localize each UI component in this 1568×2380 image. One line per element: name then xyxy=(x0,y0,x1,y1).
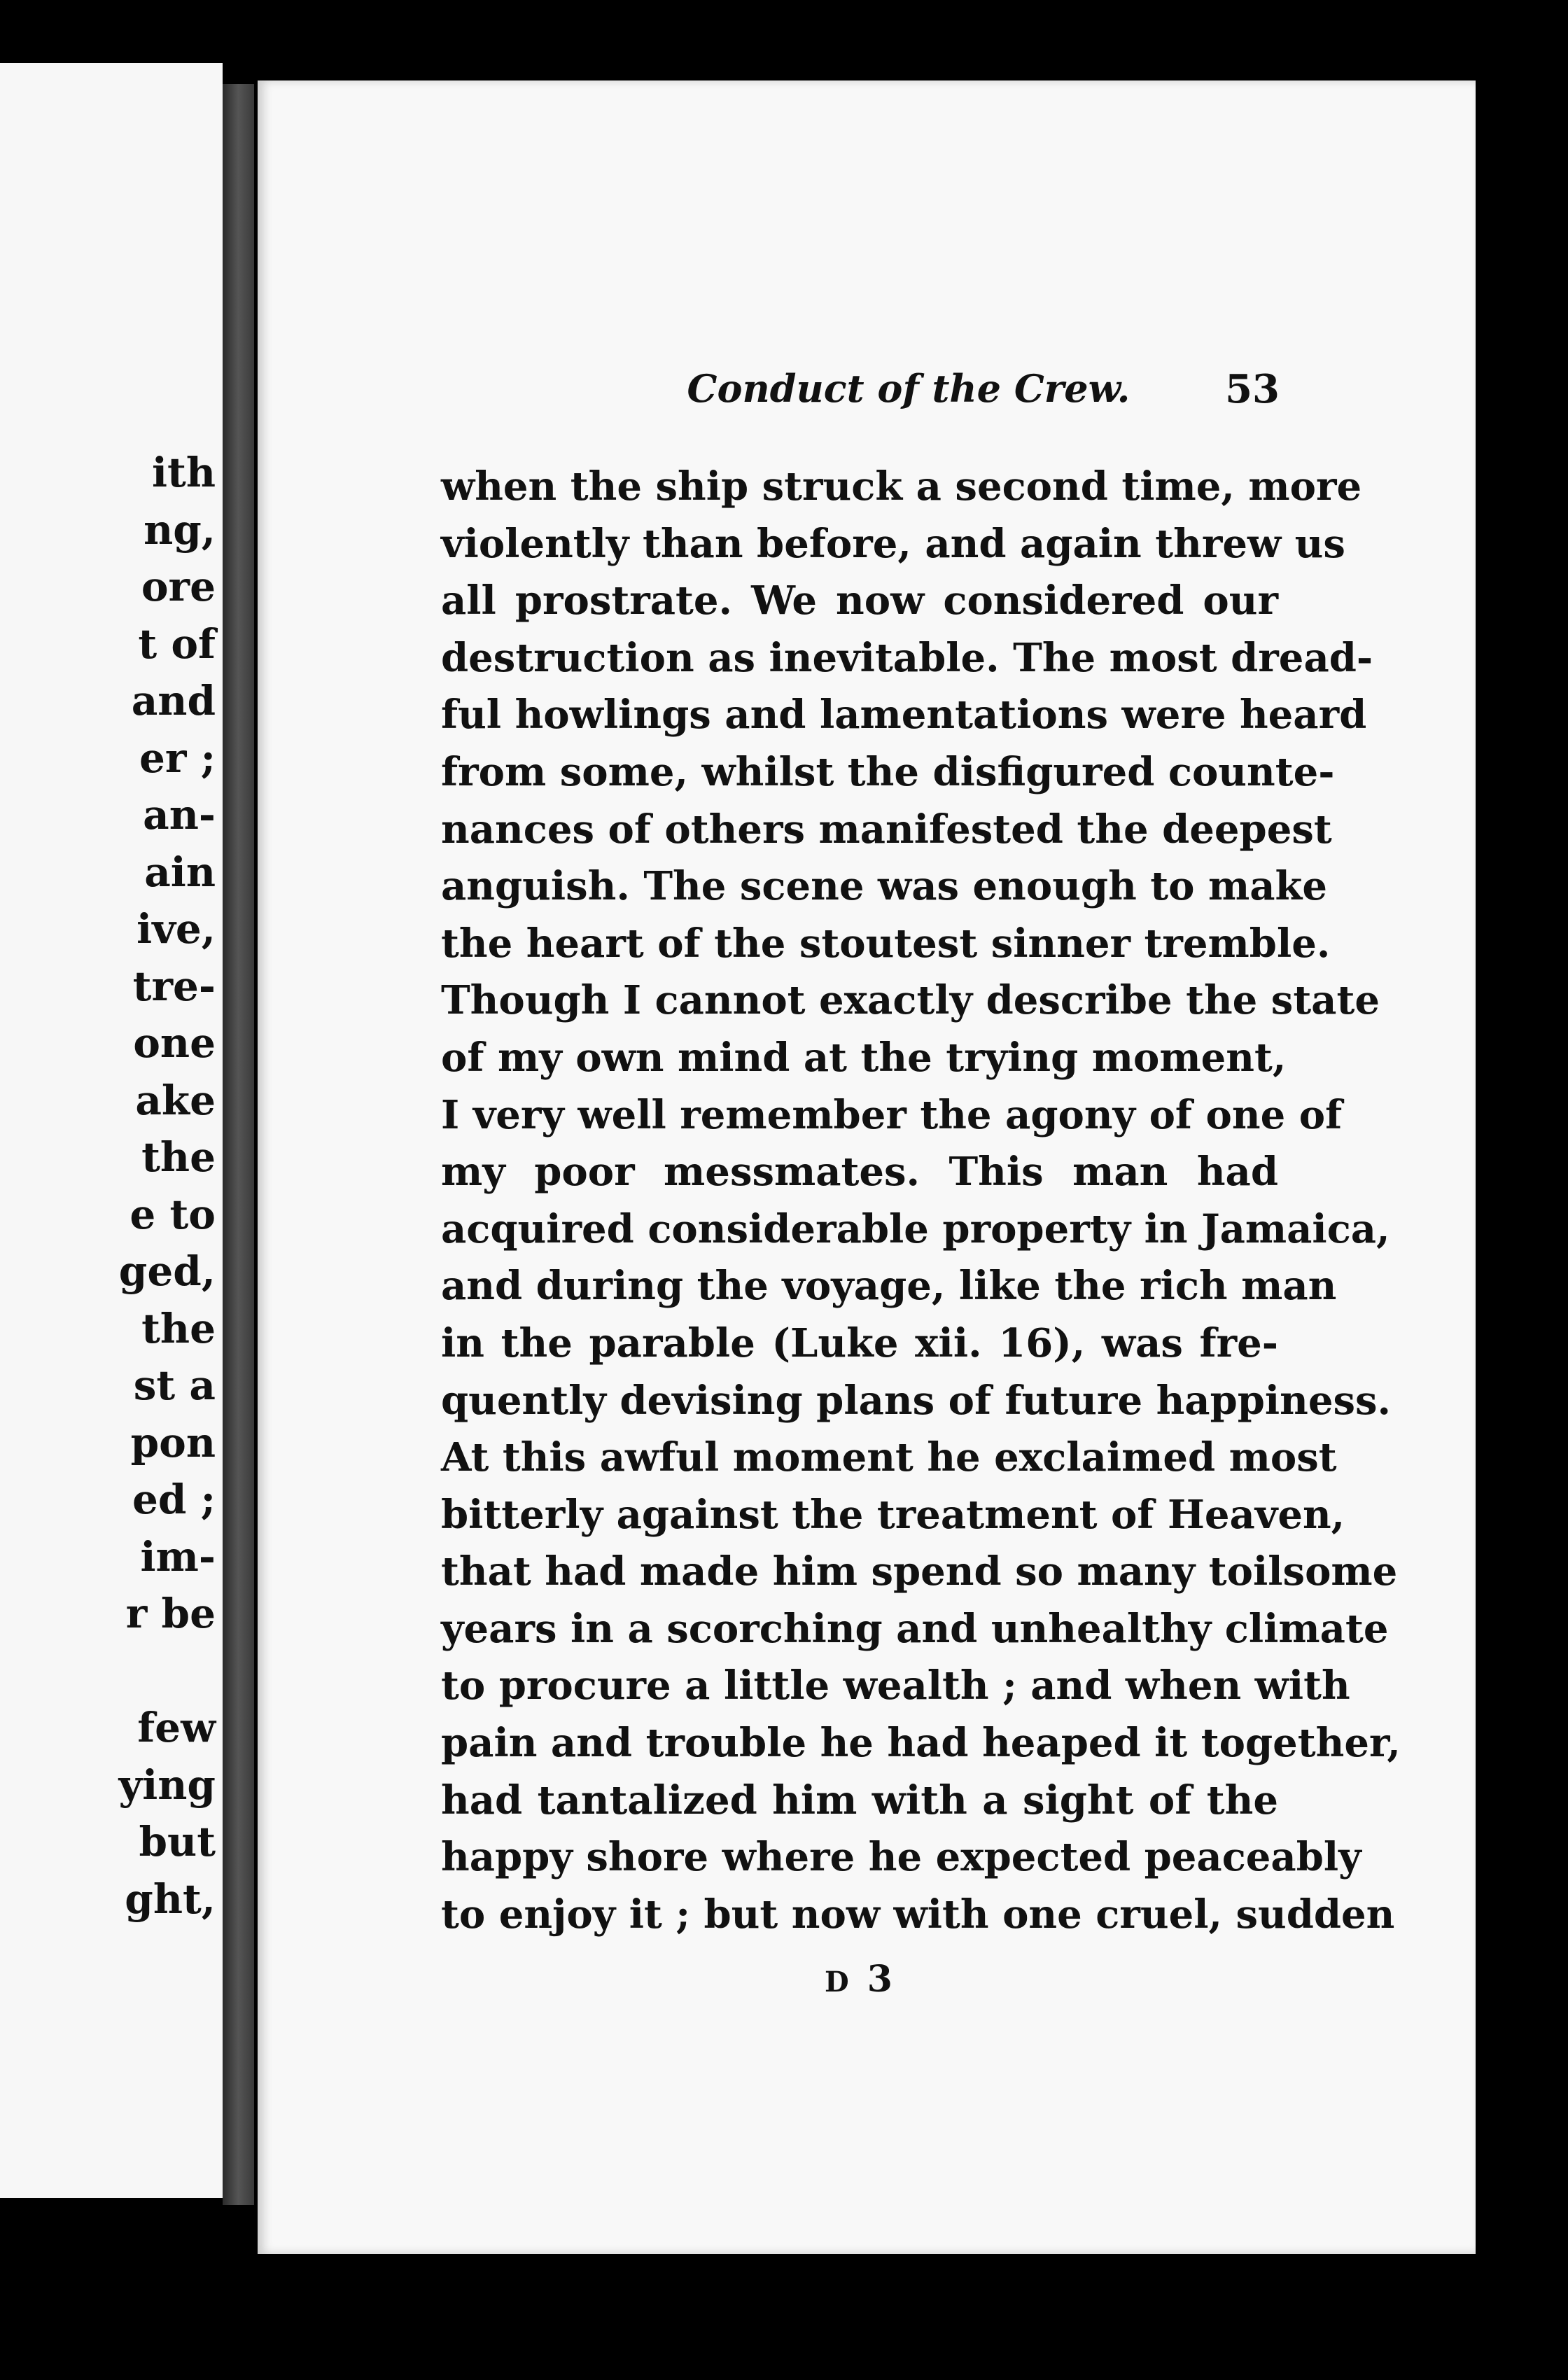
left-line: ght, xyxy=(125,1875,216,1923)
left-line: im- xyxy=(140,1532,216,1581)
page-number: 53 xyxy=(1225,366,1280,412)
text-line: happy shore where he expected peaceably xyxy=(441,1834,1362,1881)
signature-letter: D xyxy=(825,1966,852,1998)
left-line: the xyxy=(141,1304,216,1352)
book-gutter xyxy=(223,84,254,2205)
left-line: pon xyxy=(130,1418,216,1466)
left-line: one xyxy=(133,1019,216,1067)
left-line: e to xyxy=(130,1190,216,1238)
left-line: st a xyxy=(133,1362,216,1409)
signature-mark xyxy=(825,1958,895,2001)
left-line: and xyxy=(131,677,216,724)
text-line: nances of others manifested the deepest xyxy=(441,806,1332,853)
signature-number: 3 xyxy=(867,1958,895,2001)
left-line: few xyxy=(137,1704,216,1751)
body-text xyxy=(441,458,1401,1943)
left-line: ed ; xyxy=(132,1476,216,1523)
text-line: my poor messmates. This man had xyxy=(441,1149,1278,1196)
left-line: an- xyxy=(143,791,216,839)
book-page xyxy=(258,80,1476,2254)
text-line: when the ship struck a second time, more xyxy=(441,463,1362,510)
left-line: r be xyxy=(125,1590,216,1637)
text-line: to enjoy it ; but now with one cruel, sudden xyxy=(441,1891,1395,1938)
text-line: pain and trouble he had heaped it together, xyxy=(441,1720,1401,1767)
left-line: ive, xyxy=(136,905,216,953)
left-line: ore xyxy=(141,563,216,610)
running-head xyxy=(433,366,1280,429)
text-line: and during the voyage, like the rich man xyxy=(441,1263,1337,1310)
text-line: years in a scorching and unhealthy climate xyxy=(441,1605,1389,1652)
text-line: ful howlings and lamentations were heard xyxy=(441,692,1367,738)
left-line: ng, xyxy=(144,505,216,554)
text-line: bitterly against the treatment of Heaven, xyxy=(441,1491,1345,1538)
text-line: from some, whilst the disfigured counte- xyxy=(441,748,1335,795)
left-line: tre- xyxy=(132,962,216,1010)
left-line xyxy=(119,1643,216,1700)
text-line: I very well remember the agony of one of xyxy=(441,1091,1343,1138)
left-line: ith xyxy=(152,449,216,496)
left-line: but xyxy=(139,1818,216,1865)
left-line: ying xyxy=(118,1760,216,1809)
left-line: er ; xyxy=(139,734,216,782)
text-line: anguish. The scene was enough to make xyxy=(441,863,1327,910)
text-line: had tantalized him with a sight of the xyxy=(441,1777,1278,1823)
text-line: of my own mind at the trying moment, xyxy=(441,1034,1287,1081)
text-line: Though I cannot exactly describe the state xyxy=(441,977,1380,1024)
text-line: acquired considerable property in Jamaica, xyxy=(441,1205,1390,1252)
text-line: in the parable (Luke xii. 16), was fre- xyxy=(441,1320,1278,1366)
running-title: Conduct of the Crew. xyxy=(687,366,1130,411)
left-line: the xyxy=(141,1133,216,1181)
text-line: that had made him spend so many toilsome xyxy=(441,1548,1398,1595)
text-line: quently devising plans of future happiness. xyxy=(441,1377,1392,1424)
text-line: all prostrate. We now considered our xyxy=(441,578,1278,624)
text-line: At this awful moment he exclaimed most xyxy=(441,1434,1337,1481)
left-line: t of xyxy=(138,620,216,668)
left-line: ake xyxy=(135,1076,216,1124)
text-line: violently than before, and again threw us xyxy=(441,520,1345,567)
left-page-text xyxy=(119,444,216,1928)
text-line: to procure a little wealth ; and when with xyxy=(441,1662,1350,1709)
left-line: ged, xyxy=(118,1247,216,1295)
left-facing-page xyxy=(0,63,223,2198)
left-line: ain xyxy=(144,848,216,896)
text-line: the heart of the stoutest sinner tremble. xyxy=(441,920,1331,967)
text-line: destruction as inevitable. The most dread- xyxy=(441,634,1373,681)
